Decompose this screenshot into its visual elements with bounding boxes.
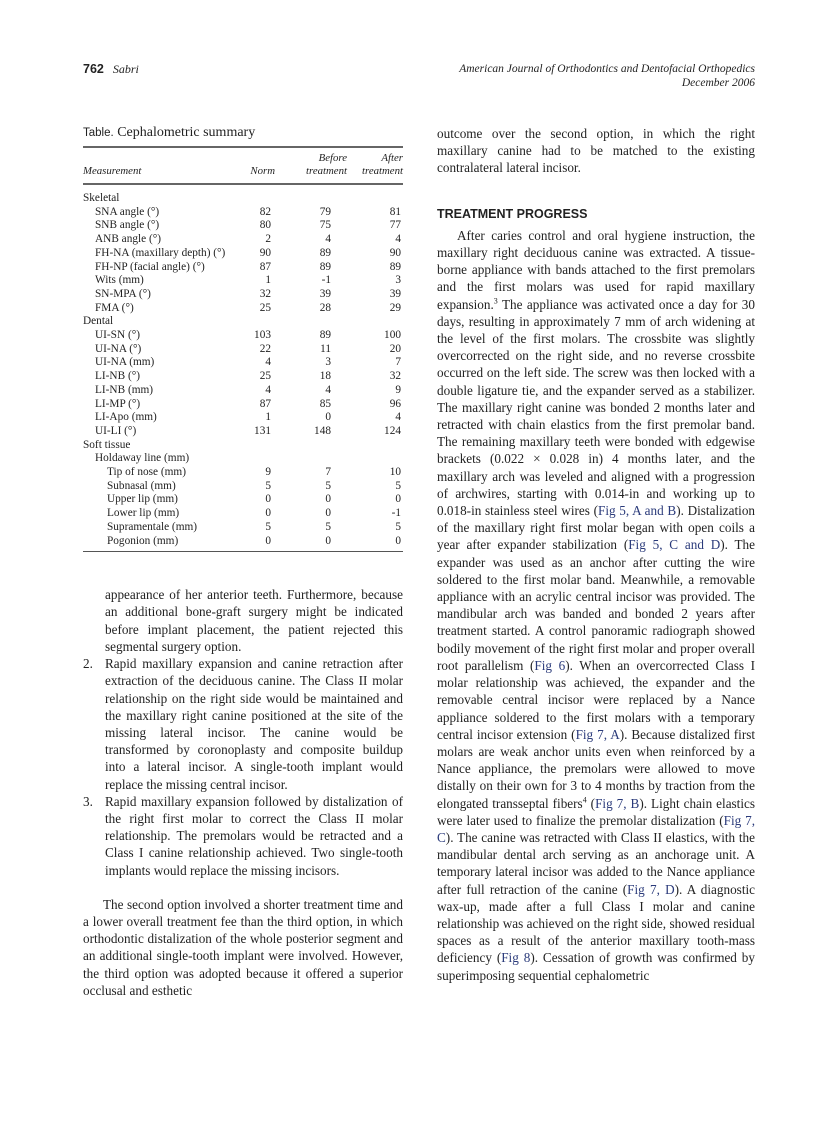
table-row: [83, 384, 403, 398]
before-value: 4: [325, 383, 331, 396]
measurement-label: SNB angle (°): [95, 219, 160, 232]
before-value: 4: [325, 233, 331, 246]
after-value: 39: [389, 287, 401, 300]
norm-value: 5: [265, 520, 271, 533]
table-row: [83, 493, 403, 507]
table-title: Cephalometric summary: [117, 125, 256, 140]
after-value: 4: [395, 233, 401, 246]
measurement-label: Tip of nose (mm): [107, 466, 186, 479]
after-value: 10: [389, 466, 401, 479]
norm-value: 1: [265, 274, 271, 287]
before-value: 75: [319, 219, 331, 232]
cephalometric-table: [83, 148, 403, 548]
before-value: 11: [320, 342, 331, 355]
norm-value: 25: [259, 370, 271, 383]
table-row: [83, 466, 403, 480]
after-value: 100: [384, 329, 401, 342]
list-item: 3. Rapid maxillary expansion followed by distalization of the right first molar to correct the Class II molar relationship. The premolars would be retracted and a Class I canine relationship achieved. Two single-tooth implants would replace the missing incisors.: [83, 793, 403, 878]
table-row: [83, 219, 403, 233]
norm-value: 4: [265, 383, 271, 396]
options-list: [83, 586, 403, 999]
norm-value: 87: [259, 260, 271, 273]
measurement-label: SN-MPA (°): [95, 287, 151, 300]
right-column: [437, 125, 755, 984]
table-row: [83, 425, 403, 439]
table-caption: [83, 125, 403, 141]
issue-date: December 2006: [681, 77, 755, 89]
figure-link[interactable]: Fig 5, C and D: [628, 537, 721, 553]
measurement-label: Pogonion (mm): [107, 534, 179, 547]
before-value: 79: [319, 205, 331, 218]
measurement-label: LI-NB (°): [95, 370, 140, 383]
norm-value: 5: [265, 479, 271, 492]
measurement-label: UI-SN (°): [95, 329, 140, 342]
running-author: Sabri: [112, 62, 139, 76]
figure-link[interactable]: Fig 5, A and B: [597, 503, 677, 519]
col-header-after: After treatment: [362, 152, 403, 177]
measurement-label: SNA angle (°): [95, 205, 160, 218]
measurement-label: FH-NP (facial angle) (°): [95, 260, 205, 273]
table-bottom-rule: [83, 551, 403, 552]
after-value: 81: [389, 205, 401, 218]
after-value: 4: [395, 411, 401, 424]
norm-value: 90: [259, 246, 271, 259]
table-row: [83, 274, 403, 288]
before-value: 89: [319, 246, 331, 259]
table-row: [83, 206, 403, 220]
paragraph-continued: outcome over the second option, in which the right maxillary canine had to be matched to the existing contralateral lateral incisor.: [437, 126, 755, 176]
table-section-row: Soft tissue: [83, 438, 131, 451]
table-row: [83, 398, 403, 412]
before-value: 39: [319, 287, 331, 300]
figure-link[interactable]: Fig 7, A: [575, 726, 620, 742]
table-row: [83, 233, 403, 247]
measurement-label: ANB angle (°): [95, 233, 162, 246]
treatment-paragraph: After caries control and oral hygiene instruction, the maxillary right deciduous canine was extracted. A tissue-borne appliance with bands attached to the first premolars and the first molars was used for rapid maxillary expansion.$^3$ The appliance was activated once a day for 30 days, resulting in approximately 7 mm of arch widening at the level of the first molars. The crossbite was slightly overcorrected on the right side, and no reverse crossbite occurred on the left side. The screw was then locked with a double ligature tie, and the expander served as a stabilizer. The maxillary right canine was bonded 2 months later and retracted with chain elastics from the first premolar band. The remaining maxillary teeth were bonded with edgewise brackets (0.022 × 0.028 in) 4 months later, and the maxillary arch was leveled and aligned with a progression of archwires, starting with 0.014-in and working up to 0.018-in stainless steel wires (Fig 5, A and B). Distalization of the maxillary right first molar began with open coils a year after expander stabilization (Fig 5, C and D). The expander was used as an anchor after cutting the wire soldered to the first molar band. Meanwhile, a removable appliance with an acrylic central incisor was provided. The mandibular arch was banded and bonded 2 years after treatment started. A control panoramic radiograph showed bodily movement of the right first molar and proper overall root parallelism (Fig 6). When an overcorrected Class I molar relationship was achieved, the expander and the removable central incisor were replaced by a Nance appliance soldered to the first molars with a temporary central incisor extension (Fig 7, A). Because distalized first molars are weak anchor units even when reinforced by a Nance appliance, the premolars were allowed to move distally on their own for 3 to 4 months by traction from the elongated transseptal fibers$^4$ (Fig 7, B). Light chain elastics were later used to finalize the premolar distalization (Fig 7, C). The canine was retracted with Class II elastics, with the mandibular dental arch serving as an anchorage unit. A temporary lateral incisor was added to the Nance appliance after full retraction of the canine (Fig 7, D). A diagnostic wax-up, made after a full Class I molar and canine relationship was achieved on the right side, showed residual spaces as a result of the anterior maxillary tooth-mass deficiency (Fig 8). Cessation of growth was confirmed by superimposing sequential cephalometric: [437, 227, 756, 983]
figure-link[interactable]: Fig 7, B: [595, 795, 640, 811]
paragraph: The second option involved a shorter treatment time and a lower overall treatment fee than the third option, in which orthodontic distalization of the whole posterior segment and an additional single-tooth implant were involved. However, the third option was adopted because it offered a superior occlusal and esthetic: [83, 896, 403, 998]
figure-link[interactable]: Fig 6: [534, 657, 566, 673]
figure-link[interactable]: Fig 7, C: [437, 812, 756, 845]
left-column: [83, 125, 403, 999]
section-heading: TREATMENT PROGRESS: [437, 206, 588, 221]
table-row: [83, 329, 403, 343]
before-value: 89: [319, 329, 331, 342]
running-header-right: [459, 62, 755, 90]
table-row: [83, 480, 403, 494]
after-value: 32: [389, 370, 401, 383]
norm-value: 0: [265, 507, 271, 520]
before-value: 148: [314, 424, 331, 437]
norm-value: 82: [259, 205, 271, 218]
figure-link[interactable]: Fig 7, D: [627, 881, 675, 897]
table-subheading-row: Holdaway line (mm): [95, 452, 190, 465]
table-row: [83, 288, 403, 302]
measurement-label: Lower lip (mm): [107, 507, 180, 520]
before-value: 18: [319, 370, 331, 383]
norm-value: 25: [259, 301, 271, 314]
table-row: [83, 411, 403, 425]
table-header-row: [83, 148, 403, 184]
after-value: 0: [395, 534, 401, 547]
table-row: [83, 507, 403, 521]
after-value: 7: [395, 356, 401, 369]
list-item: 2. Rapid maxillary expansion and canine retraction after extraction of the deciduous canine. The Class II molar relationship on the right side would be maintained and the maxillary right canine positioned at the site of the missing lateral incisor. The canine would be transformed by coronoplasty and composite buildup into a lateral incisor. A single-tooth implant would replace the missing central incisor.: [83, 656, 403, 792]
norm-value: 131: [254, 424, 271, 437]
before-value: 0: [325, 534, 331, 547]
before-value: 0: [325, 411, 331, 424]
norm-value: 9: [265, 466, 271, 479]
running-header-left: [83, 62, 139, 77]
norm-value: 0: [265, 493, 271, 506]
after-value: 96: [389, 397, 401, 410]
after-value: 89: [389, 260, 401, 273]
table-section-row: Skeletal: [83, 192, 120, 204]
after-value: 0: [395, 493, 401, 506]
measurement-label: Upper lip (mm): [107, 493, 178, 506]
table-row: [83, 356, 403, 370]
norm-value: 80: [259, 219, 271, 232]
before-value: 7: [325, 466, 331, 479]
measurement-label: UI-NA (°): [95, 342, 142, 355]
after-value: 124: [384, 424, 401, 437]
before-value: 85: [319, 397, 331, 410]
table-row: [83, 535, 403, 549]
list-item-continued: appearance of her anterior teeth. Furthermore, because an additional bone-graft surgery might be indicated before implant placement, the patient rejected this segmental surgery option.: [105, 587, 403, 654]
measurement-label: LI-MP (°): [95, 397, 141, 410]
after-value: 20: [389, 342, 401, 355]
table-row: [83, 261, 403, 275]
norm-value: 1: [265, 411, 271, 424]
measurement-label: LI-Apo (mm): [95, 411, 157, 424]
after-value: -1: [391, 507, 401, 520]
measurement-label: FMA (°): [95, 301, 134, 314]
col-header-before: Before treatment: [306, 152, 347, 177]
after-value: 3: [395, 274, 401, 287]
table-row: [83, 302, 403, 316]
before-value: 28: [319, 301, 331, 314]
before-value: 3: [325, 356, 331, 369]
before-value: 0: [325, 493, 331, 506]
after-value: 5: [395, 520, 401, 533]
norm-value: 22: [259, 342, 271, 355]
measurement-label: Subnasal (mm): [107, 479, 176, 492]
journal-name: American Journal of Orthodontics and Dentofacial Orthopedics: [459, 63, 755, 75]
norm-value: 0: [265, 534, 271, 547]
before-value: 5: [325, 520, 331, 533]
before-value: 5: [325, 479, 331, 492]
measurement-label: LI-NB (mm): [95, 383, 154, 396]
table-row: [83, 247, 403, 261]
before-value: -1: [321, 274, 331, 287]
table-section-row: Dental: [83, 315, 114, 328]
norm-value: 2: [265, 233, 271, 246]
after-value: 29: [389, 301, 401, 314]
figure-link[interactable]: Fig 8: [501, 950, 531, 966]
measurement-label: Supramentale (mm): [107, 520, 198, 533]
measurement-label: UI-LI (°): [95, 424, 137, 437]
table-label: Table.: [83, 127, 114, 139]
norm-value: 103: [254, 329, 271, 342]
before-value: 89: [319, 260, 331, 273]
measurement-label: Wits (mm): [95, 274, 144, 287]
norm-value: 4: [265, 356, 271, 369]
measurement-label: UI-NA (mm): [95, 356, 155, 369]
page-number: 762: [83, 62, 104, 76]
before-value: 0: [325, 507, 331, 520]
col-header-norm: Norm: [250, 165, 275, 177]
col-header-measurement: Measurement: [83, 165, 142, 177]
after-value: 90: [389, 246, 401, 259]
after-value: 77: [389, 219, 401, 232]
table-row: [83, 343, 403, 357]
table-row: [83, 521, 403, 535]
norm-value: 87: [259, 397, 271, 410]
measurement-label: FH-NA (maxillary depth) (°): [95, 246, 226, 259]
table-row: [83, 370, 403, 384]
norm-value: 32: [259, 287, 271, 300]
after-value: 9: [395, 383, 401, 396]
after-value: 5: [395, 479, 401, 492]
